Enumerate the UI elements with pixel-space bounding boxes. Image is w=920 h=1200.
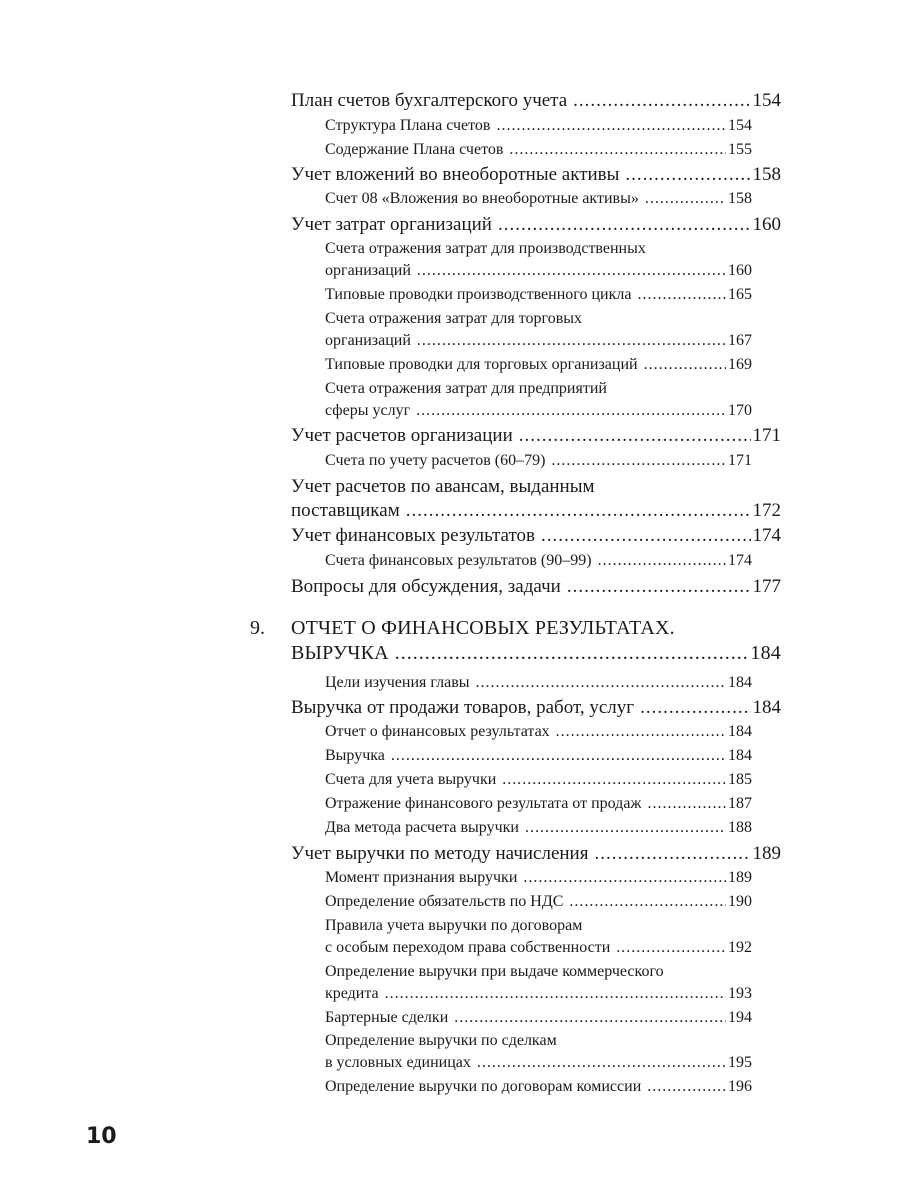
toc-entry[interactable] <box>291 425 781 447</box>
toc-entry-title: Отражение финансового результата от продаж <box>325 795 642 812</box>
toc-entry-page: 187 <box>728 795 752 812</box>
dot-leader <box>523 869 726 887</box>
toc-entry[interactable] <box>291 697 781 719</box>
dot-leader <box>416 402 726 420</box>
toc-entry-title: Вопросы для обсуждения, задачи <box>291 576 561 597</box>
toc-entry-title: Учет финансовых результатов <box>291 525 536 546</box>
toc-entry-title: Определение обязательств по НДС <box>325 893 564 910</box>
toc-subentry-first-line: Правила учета выручки по договорам <box>325 917 583 934</box>
toc-subentry[interactable] <box>325 262 752 280</box>
toc-entry-title: с особым переходом права собственности <box>325 939 611 956</box>
dot-leader <box>645 190 726 208</box>
toc-entry-page: 184 <box>750 642 781 664</box>
toc-subentry[interactable] <box>325 723 752 741</box>
toc-entry-page: 171 <box>752 425 781 446</box>
toc-entry[interactable] <box>291 525 781 547</box>
dot-leader <box>417 332 726 350</box>
dot-leader <box>647 1078 726 1096</box>
dot-leader <box>556 723 726 741</box>
toc-entry-page: 190 <box>728 893 752 910</box>
toc-entry-page: 189 <box>752 843 781 864</box>
toc-entry-title: Типовые проводки производственного цикла <box>325 286 632 303</box>
dot-leader <box>625 164 750 186</box>
toc-entry-page: 158 <box>752 164 781 185</box>
chapter-entry[interactable] <box>291 642 781 665</box>
toc-subentry[interactable] <box>325 552 752 570</box>
toc-entry-page: 158 <box>728 190 752 207</box>
toc-entry-title: Счета по учету расчетов (60–79) <box>325 452 546 469</box>
dot-leader <box>551 452 726 470</box>
toc-entry-title: Учет выручки по методу начисления <box>291 843 589 864</box>
toc-subentry[interactable] <box>325 1078 752 1096</box>
toc-entry-page: 184 <box>728 674 752 691</box>
dot-leader <box>637 286 726 304</box>
toc-entry-title: Содержание Плана счетов <box>325 141 504 158</box>
toc-entry-title: Счет 08 «Вложения во внеоборотные активы» <box>325 190 639 207</box>
toc-entry-page: 184 <box>752 697 781 718</box>
toc-entry[interactable] <box>291 576 781 598</box>
toc-subentry[interactable] <box>325 1009 752 1027</box>
toc-entry-page: 174 <box>752 525 781 546</box>
dot-leader <box>616 939 726 957</box>
dot-leader <box>477 1054 726 1072</box>
toc-entry-title: Счета финансовых результатов (90–99) <box>325 552 592 569</box>
toc-subentry[interactable] <box>325 795 752 813</box>
toc-entry-page: 154 <box>752 90 781 111</box>
dot-leader <box>644 356 726 374</box>
dot-leader <box>496 117 726 135</box>
toc-entry-page: 196 <box>728 1078 752 1095</box>
dot-leader <box>498 214 751 236</box>
toc-subentry[interactable] <box>325 747 752 765</box>
toc-entry-title: поставщикам <box>291 500 400 521</box>
toc-entry-title: сферы услуг <box>325 402 411 419</box>
dot-leader <box>567 576 751 598</box>
toc-entry-page: 169 <box>728 356 752 373</box>
toc-entry[interactable] <box>291 843 781 865</box>
toc-subentry[interactable] <box>325 332 752 350</box>
toc-subentry[interactable] <box>325 771 752 789</box>
toc-entry-page: 184 <box>728 747 752 764</box>
toc-subentry[interactable] <box>325 1054 752 1072</box>
chapter-title-first-line: ОТЧЕТ О ФИНАНСОВЫХ РЕЗУЛЬТАТАХ. <box>291 617 675 639</box>
toc-subentry[interactable] <box>325 985 752 1003</box>
dot-leader <box>476 674 726 692</box>
toc-entry-title: Бартерные сделки <box>325 1009 449 1026</box>
dot-leader <box>640 697 750 719</box>
dot-leader <box>519 425 751 447</box>
dot-leader <box>454 1009 726 1027</box>
toc-entry-page: 170 <box>728 402 752 419</box>
toc-subentry[interactable] <box>325 819 752 837</box>
toc-entry-page: 160 <box>728 262 752 279</box>
dot-leader <box>594 843 750 865</box>
toc-entry-page: 177 <box>752 576 781 597</box>
toc-entry-page: 174 <box>728 552 752 569</box>
dot-leader <box>391 747 726 765</box>
toc-entry-page: 160 <box>752 214 781 235</box>
dot-leader <box>598 552 726 570</box>
dot-leader <box>417 262 726 280</box>
toc-entry-page: 192 <box>728 939 752 956</box>
toc-entry-title: Учет вложений во внеоборотные активы <box>291 164 620 185</box>
toc-subentry[interactable] <box>325 141 752 159</box>
toc-entry-title: Определение выручки по договорам комиссии <box>325 1078 642 1095</box>
chapter-number: 9. <box>250 617 265 639</box>
dot-leader <box>541 525 750 547</box>
toc-subentry-first-line: Счета отражения затрат для предприятий <box>325 380 607 397</box>
dot-leader <box>573 90 750 112</box>
dot-leader <box>406 500 751 522</box>
toc-entry-title: Выручка от продажи товаров, работ, услуг <box>291 697 635 718</box>
toc-entry-title: организаций <box>325 262 411 279</box>
toc-subentry[interactable] <box>325 893 752 911</box>
dot-leader <box>647 795 726 813</box>
toc-entry[interactable] <box>291 500 781 522</box>
toc-entry-page: 185 <box>728 771 752 788</box>
toc-subentry[interactable] <box>325 869 752 887</box>
toc-entry-page: 184 <box>728 723 752 740</box>
dot-leader <box>509 141 726 159</box>
toc-entry-page: 172 <box>752 500 781 521</box>
toc-subentry-first-line: Счета отражения затрат для производственных <box>325 240 646 257</box>
toc-entry-title: Момент признания выручки <box>325 869 518 886</box>
dot-leader <box>502 771 726 789</box>
toc-entry-title: Учет затрат организаций <box>291 214 492 235</box>
dot-leader <box>385 985 726 1003</box>
dot-leader <box>525 819 726 837</box>
toc-subentry[interactable] <box>325 939 752 957</box>
toc-entry-page: 188 <box>728 819 752 836</box>
page-number: 10 <box>86 1124 117 1149</box>
toc-entry-page: 167 <box>728 332 752 349</box>
dot-leader <box>569 893 726 911</box>
toc-entry-page: 154 <box>728 117 752 134</box>
toc-entry-title: ВЫРУЧКА <box>291 642 389 664</box>
toc-subentry[interactable] <box>325 286 752 304</box>
toc-subentry[interactable] <box>325 117 752 135</box>
toc-entry-first-line: Учет расчетов по авансам, выданным <box>291 476 595 497</box>
toc-entry-title: Учет расчетов организации <box>291 425 513 446</box>
toc-entry-page: 189 <box>728 869 752 886</box>
toc-entry-page: 193 <box>728 985 752 1002</box>
toc-subentry[interactable] <box>325 356 752 374</box>
toc-entry-page: 155 <box>728 141 752 158</box>
toc-subentry[interactable] <box>325 452 752 470</box>
toc-entry[interactable] <box>291 214 781 236</box>
toc-entry-title: Типовые проводки для торговых организаций <box>325 356 638 373</box>
dot-leader <box>395 642 749 665</box>
toc-entry[interactable] <box>291 90 781 112</box>
toc-entry-page: 194 <box>728 1009 752 1026</box>
toc-entry-title: Счета для учета выручки <box>325 771 497 788</box>
toc-subentry-first-line: Определение выручки при выдаче коммерческого <box>325 963 664 980</box>
toc-entry-title: Структура Плана счетов <box>325 117 491 134</box>
toc-entry-title: Выручка <box>325 747 385 764</box>
toc-entry-page: 165 <box>728 286 752 303</box>
toc-entry-title: организаций <box>325 332 411 349</box>
toc-entry-title: кредита <box>325 985 379 1002</box>
toc-entry-title: в условных единицах <box>325 1054 471 1071</box>
toc-subentry-first-line: Счета отражения затрат для торговых <box>325 310 583 327</box>
toc-entry-title: Отчет о финансовых результатах <box>325 723 550 740</box>
toc-entry-page: 171 <box>728 452 752 469</box>
toc-entry-title: План счетов бухгалтерского учета <box>291 90 568 111</box>
toc-entry-title: Цели изучения главы <box>325 674 470 691</box>
toc-entry[interactable] <box>291 164 781 186</box>
toc-subentry[interactable] <box>325 674 752 692</box>
toc-entry-title: Два метода расчета выручки <box>325 819 519 836</box>
toc-subentry[interactable] <box>325 402 752 420</box>
toc-entry-page: 195 <box>728 1054 752 1071</box>
toc-subentry-first-line: Определение выручки по сделкам <box>325 1032 557 1049</box>
toc-subentry[interactable] <box>325 190 752 208</box>
